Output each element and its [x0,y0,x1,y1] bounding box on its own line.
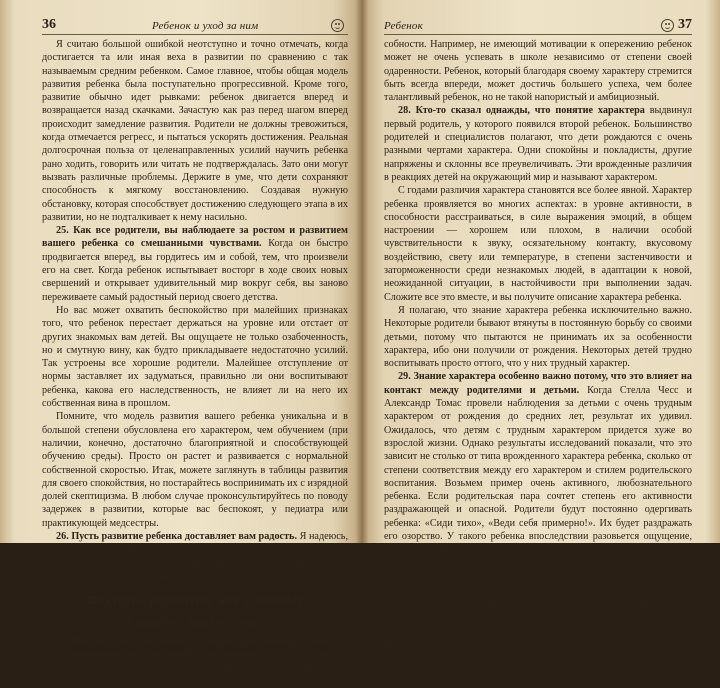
numbered-paragraph-28 [384,104,692,184]
left-page-header [42,16,348,35]
paragraph: Я полагаю, что знание характера ребенка исключительно важно. Некоторые родители бывают втянуты в постоянную борьбу со своими детьми, потому что пытаются не принимать их за особенности характера, ибо они получили от рождения. Некоторых детей трудно воспитывать просто оттого, что у них трудный характер. [384,304,692,370]
section-text-27: В перспективе эти факторы развития, может быть, не менее важны, чем присущие ребенку спо- [42,649,348,688]
right-page-body [384,38,692,650]
section-text-29: Когда Стелла Чесс и Александр Томас провели наблюдения за детьми с очень трудным характером от рождения до средних лет, результат их удивил. Ожидалось, что детям с трудным характером придется хуже во взрослой жизни. Однако результаты исследований показали, что это зависит не столько от типа врожденного характера ребенка, сколько от степени соответствия между его характером и стилем родительского воспитания. Возьмем пример очень активного, любознательного ребенка. Если родительская пара сочтет степень его активности раздражающей и опасной. Родители будут постоянно одергивать ребенка: «Сиди тихо», «Веди себя примерно!». Их будет раздражать его озорство. У такого ребенка впоследствии разовьется ощущение, что он плохой, потому что всегда попадает в неприятные ситуации. Это пример несоответствия. [384,384,692,569]
section-text-25: Когда он быстро продвигается вперед, вы гордитесь им и собой, тем, что произвели его на свет. Когда ребенок испытывает восторг в ходе своих новых свершений и открывает удивительный мир вокруг себя, вы заново переживаете самый радостный период своего детства. [42,238,348,303]
paragraph: Но вас может охватить беспокойство при малейших признаках того, что ребенок перестает держаться на уровне или отстает от других знакомых вам детей. Вы ощущаете не только озабоченность, но и смутную вину, как будто прикладываете недостаточно усилий. Так устроены все хорошие родители. Малейшее отступление от нормы заставляет их задуматься, правильно ли они воспитывают ребенка, какова его наследственность, не влияет ли на него их собственная вина в прошлом. [42,304,348,410]
right-page-header [384,16,692,35]
numbered-paragraph-26 [42,530,348,583]
paragraph: Другие родители, имея такого ребенка, будут воспринимать его любознательность с большой гордостью. Они восхищаются его энергией и предоставляют любые возможности для ее проявления. Они с удовольствием будут называть своего ребенка озорником, придумщиком и радоваться, что у него так много проказ. Такой ребенок вырастет с положи- [384,570,692,649]
section-title-27: 27. Фактор «как» соотносится с характером ребенка, «почему» — с мотивацией его действий и поступков. [42,636,348,661]
paragraph: собности. Например, не имеющий мотивации к опережению ребенок может не очень успевать в школе независимо от степени своей одаренности. Ребенок, который благодаря своему характеру стремится быть всегда впереди, может достичь большего успеха, чем более талантливый ребенок, но не такой напористый и амбициозный. [384,39,692,104]
section-text-28: выдвинул первый родитель, у которого появился второй ребенок. Большинство родителей и специалистов полагают, что дети рождаются с очень разными чертами характера. Одни спокойны и покладисты, другие напряжены и склонны все преувеличивать. Эти врожденные различия в реакциях детей на окружающий мир и называют характером. [384,105,692,183]
numbered-paragraph-29 [384,370,692,569]
left-page-body [42,38,348,688]
section-title-25: 25. Как все родители, вы наблюдаете за ростом и развитием вашего ребенка со смешанными чувствами. [42,225,348,250]
section-title-29: 29. Знание характера особенно важно потому, что это влияет на контакт между родителями и детьми. [384,371,692,396]
child-face-icon [331,19,344,32]
subheading: Характер: фактор «как» [125,615,265,630]
running-title-right: Ребенок [384,20,423,32]
page-number-right: 37 [678,17,692,32]
numbered-paragraph-27 [42,635,348,688]
section-title-28: 28. Кто-то сказал однажды, что понятие характера [398,105,645,117]
section-title-26: 26. Пусть развитие ребенка доставляет вам радость. [56,530,297,542]
section-text-26: Я надеюсь, что каждый этап развития ребенка доставляет радость, наступает ли он немного раньше или чуть позднее. Небольшие различия в ту или иную сторону — развитие ребенка идет вполне нормально. [42,530,348,582]
child-face-icon [661,19,674,32]
book-gutter [356,0,368,543]
page-number-left: 36 [42,17,56,32]
paragraph: Помните, что модель развития вашего ребенка уникальна и в большой степени обусловлена его характером, чем обучением (при наличии, конечно, достаточно благоприятной и способствующей обучению среды). Просто он растет и развивается с нормальной собственной скоростью. Итак, можете заглянуть в таблицы развития для своего спокойствия, но постарайтесь воспринимать их с изрядной долей скептицизма. В любом случае проконсультируйтесь по поводу задержек в развитии, которые вас беспокоят, у педиатра или практикующей медсестры. [42,411,348,529]
numbered-paragraph-25 [42,224,348,304]
right-page [362,0,720,649]
section-heading: Факторы развития: как и почему [86,593,304,609]
running-title-left: Ребенок и уход за ним [152,20,259,32]
paragraph: Я считаю большой ошибкой неотступно и точно отмечать, когда достигается та или иная веха в развитии по сравнению с так называемым средним ребенком. Самое главное, чтобы общая модель развития ребенка была поступательно прогрессивной. Кроме того, развитие обычно идет рывками: ребенок двигается вперед и возвращается назад скачками. Зачастую как раз перед шагом вперед происходит замедление развития. Родители не должны тревожиться, когда отмечается регресс, и пытаться ускорять достижения. Реальная долгосрочная польза от целенаправленных усилий научить ребенка рано ходить, говорить или читать не подтверждалась. Зато они могут вызвать различные проблемы. Держите в уме, что дети сохраняют способность к мягкому восстановлению. Создавая нужную обстановку, которая способствует достижению следующего этапа в их развитии, но не подталкивает к нему насильно. [42,39,348,223]
paragraph: С годами различия характера становятся все более явной. Характер ребенка проявляется во многих аспектах: в уровне активности, в способности расстраиваться, в силе выражения эмоций, в общем настроении — хорошем или плохом, в наличии особой чувствительности к звуку, осязательному контакту, вкусовому воздействию, свету или температуре, в степени застенчивости и заторможенности среди незнакомых людей, в адаптации к новой, неожиданной ситуации, в настойчивости при выполнении задач. Сложите все это вместе, и вы получите описание характера ребенка. [384,185,692,303]
